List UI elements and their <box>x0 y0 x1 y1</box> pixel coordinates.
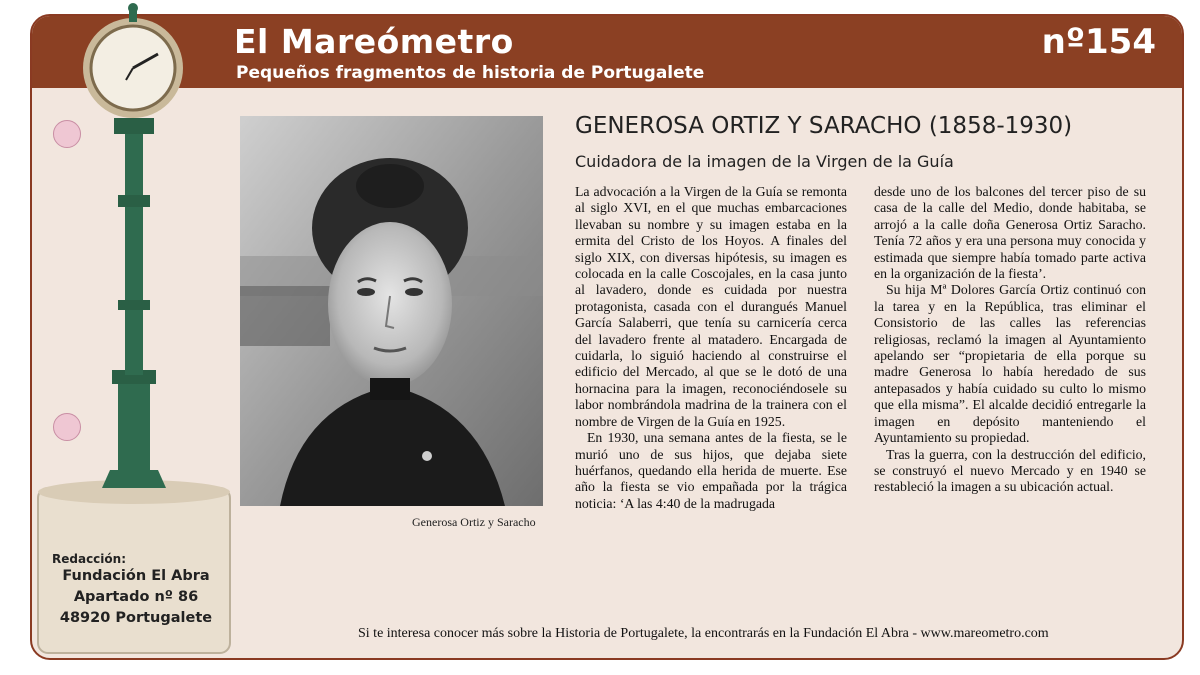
credits-label: Redacción: <box>52 552 126 566</box>
article-column-1 <box>575 184 847 512</box>
paragraph: desde uno de los balcones del tercer piso de su casa de la calle del Medio, donde habitaba, se arrojó a la calle doña Generosa Ortiz Saracho. Tenía 72 años y era una persona muy conocida y estimada que siempre había tomado parte activa en la organización de la fiesta’. <box>874 184 1146 282</box>
issue-number: nº154 <box>1041 22 1156 62</box>
credits-line: Fundación El Abra <box>62 568 210 584</box>
paragraph: Tras la guerra, con la destrucción del edificio, se construyó el nuevo Mercado y en 1940 se restableció la imagen a su ubicación actual. <box>874 446 1146 495</box>
article-subtitle: Cuidadora de la imagen de la Virgen de la Guía <box>575 152 954 171</box>
article-title: GENEROSA ORTIZ Y SARACHO (1858-1930) <box>575 113 1073 139</box>
paragraph: Su hija Mª Dolores García Ortiz continuó con la tarea y en la República, tras eliminar el Consistorio de las calles las referencias religiosas, reclamó la imagen al Ayuntamiento apelando ser “propietaria de ella porque su madre Generosa lo había heredado de sus antepasados y había cuidado su culto lo mismo que ella misma”. El alcalde decidió entregarle la imagen en depósito manteniendo el Ayuntamiento su propiedad. <box>874 282 1146 446</box>
paragraph: En 1930, una semana antes de la fiesta, se le murió uno de sus hijos, que dejaba siete huérfanos, quedando ella herida de muerte. Ese año la fiesta se vio empañada por la trágica noticia: ‘A las 4:40 de la madrugada <box>575 430 847 511</box>
credits-line: Apartado nº 86 <box>73 589 199 605</box>
portrait-photo <box>240 116 543 506</box>
credits-block <box>46 552 226 629</box>
article-column-2 <box>874 184 1146 496</box>
credits-line: 48920 Portugalete <box>59 610 213 626</box>
footer-text: Si te interesa conocer más sobre la Historia de Portugalete, la encontrarás en la Fundación El Abra - www.mareometro.com <box>358 626 1049 641</box>
paragraph: La advocación a la Virgen de la Guía se remonta al siglo XVI, en el que muchas embarcaciones llevaban su nombre y su imagen estaba en la ermita del Cristo de los Hoyos. A finales del siglo XIX, con diversas hipótesis, su imagen es colocada en la calle Coscojales, en la casa junto al lavadero, donde es cuidada por nuestra protagonista, casada con el durangués Manuel García Salaberri, que tenía su carnicería cerca del lavadero frente al matadero. Encargada de cuidarla, lo siguió haciendo al construirse el edificio del Mercado, al que se le dotó de una hornacina para la imagen, reconociéndosele su labor nombrándola madrina de la trainera con el nombre de Virgen de la Guía en 1925. <box>575 184 847 429</box>
photo-caption: Generosa Ortiz y Saracho <box>412 515 536 529</box>
newsletter-subtitle: Pequeños fragmentos de historia de Portugalete <box>236 63 705 83</box>
portrait-image <box>240 116 543 506</box>
newsletter-title: El Mareómetro <box>234 22 514 61</box>
